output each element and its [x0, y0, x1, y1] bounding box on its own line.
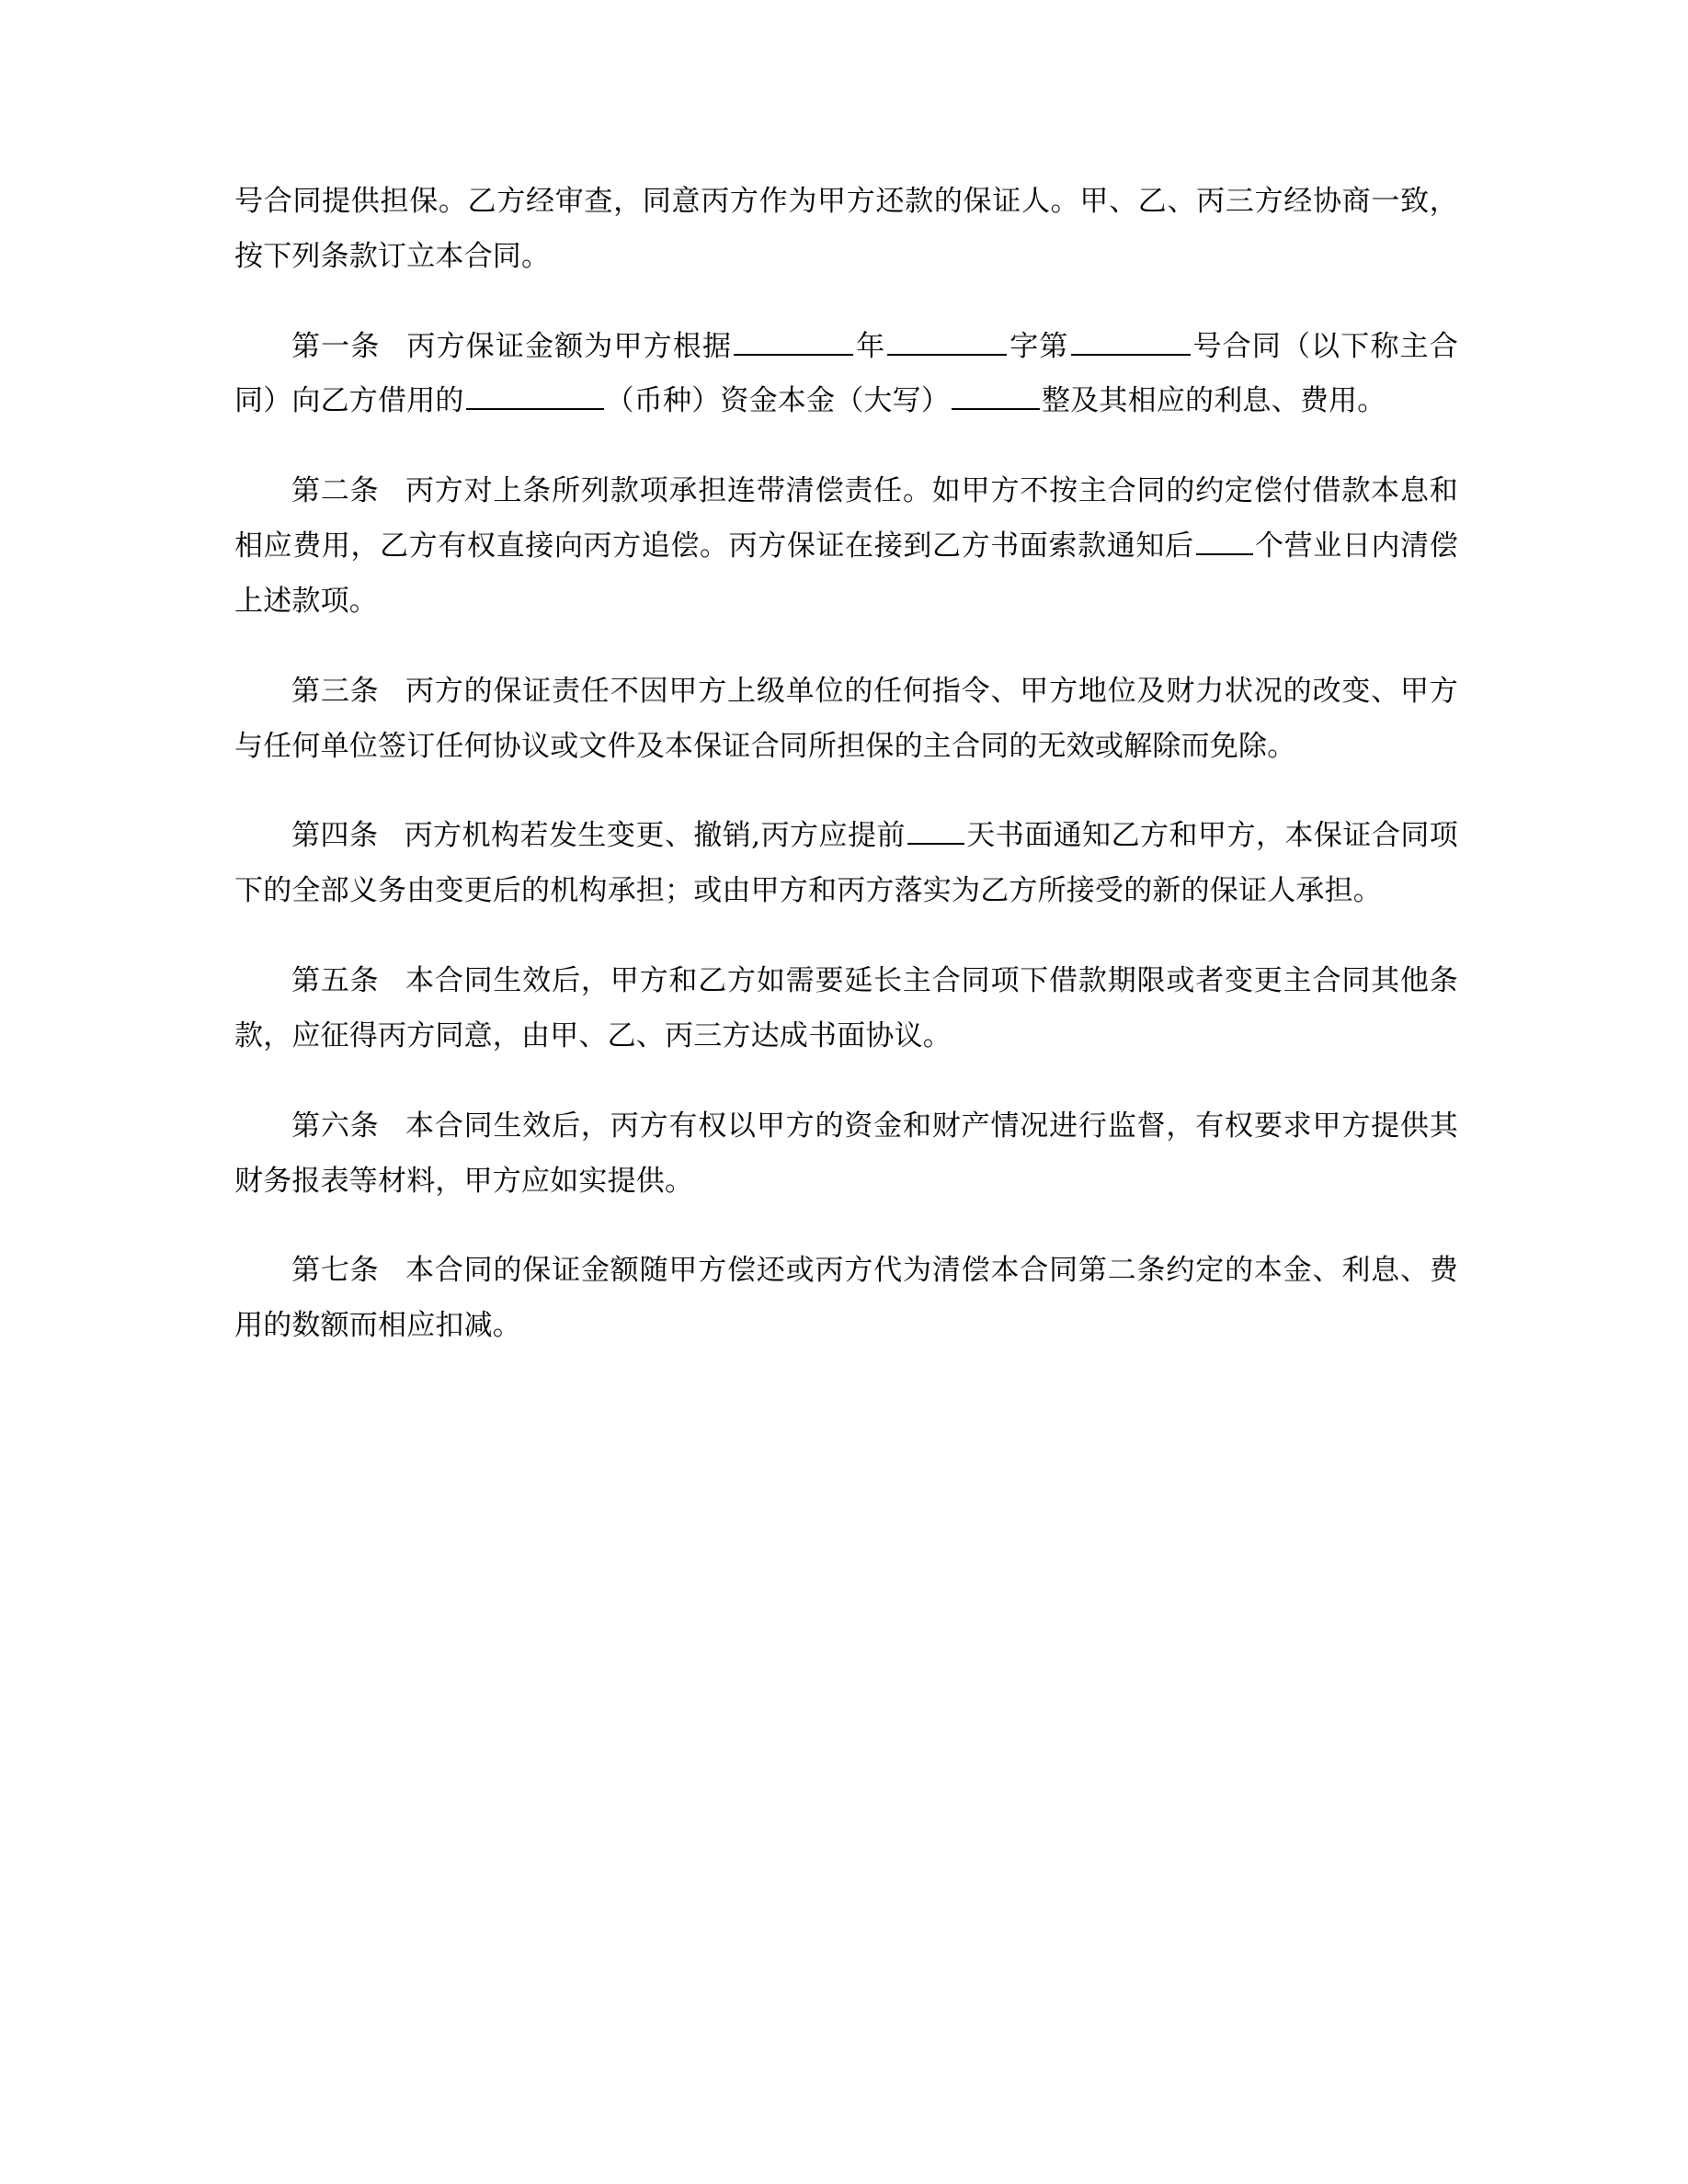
clause-4-text-b: 天书面通知乙方和甲方，本保证合同项下的全部义务由变更后的机构承担；或由甲方和丙方落实为乙方所接受的新的保证人承担。 [234, 819, 1458, 908]
clause-3-label: 第三条 [291, 674, 380, 708]
clause-5 [234, 954, 1458, 1064]
clause-1-label: 第一条 [291, 329, 381, 363]
clause-1-text-a: 丙方保证金额为甲方根据 [405, 329, 733, 363]
clause-3-text: 丙方的保证责任不因甲方上级单位的任何指令、甲方地位及财力状况的改变、甲方与任何单位签订任何协议或文件及本保证合同所担保的主合同的无效或解除而免除。 [234, 674, 1458, 763]
clause-4-blank-days[interactable] [907, 812, 964, 845]
clause-5-text: 本合同生效后，甲方和乙方如需要延长主合同项下借款期限或者变更主合同其他条款，应征得丙方同意，由甲、乙、丙三方达成书面协议。 [234, 964, 1458, 1052]
clause-4-text-a: 丙方机构若发生变更、撤销,丙方应提前 [404, 819, 906, 853]
clause-2-text-b: 个营业日内清偿上述款项。 [234, 529, 1458, 618]
clause-1-blank-amount[interactable] [952, 377, 1040, 410]
clause-4 [234, 809, 1458, 919]
clause-4-label: 第四条 [291, 819, 379, 853]
clause-2-blank-days[interactable] [1196, 522, 1253, 555]
clause-2-text-a: 丙方对上条所列款项承担连带清偿责任。如甲方不按主合同的约定偿付借款本息和相应费用，乙方有权直接向丙方追偿。丙方保证在接到乙方书面索款通知后 [234, 474, 1458, 563]
clause-3 [234, 665, 1458, 775]
clause-7-text: 本合同的保证金额随甲方偿还或丙方代为清偿本合同第二条约定的本金、利息、费用的数额而相应扣减。 [234, 1254, 1458, 1343]
clause-1-text-d: 号合同（以下称主合同）向乙方借用的 [234, 329, 1458, 418]
intro-paragraph [234, 175, 1458, 285]
clause-1-blank-currency[interactable] [466, 377, 604, 410]
clause-1-text-f: 整及其相应的利息、费用。 [1042, 384, 1386, 418]
clause-1-text-e: （币种）资金本金（大写） [605, 384, 951, 418]
clause-1-text-b: 年 [855, 329, 886, 363]
clause-2-label: 第二条 [291, 474, 380, 508]
clause-6-label: 第六条 [291, 1109, 380, 1143]
intro-text: 号合同提供担保。乙方经审查，同意丙方作为甲方还款的保证人。甲、乙、丙三方经协商一致，按下列条款订立本合同。 [234, 185, 1458, 273]
clause-1-text-c: 字第 [1009, 329, 1069, 363]
clause-5-label: 第五条 [291, 964, 380, 998]
clause-1 [234, 320, 1458, 430]
clause-6-text: 本合同生效后，丙方有权以甲方的资金和财产情况进行监督，有权要求甲方提供其财务报表等材料，甲方应如实提供。 [234, 1109, 1458, 1198]
clause-6 [234, 1099, 1458, 1210]
clause-1-blank-number[interactable] [1071, 323, 1191, 356]
document-body [234, 175, 1458, 1354]
clause-1-blank-year[interactable] [734, 323, 853, 356]
clause-1-blank-word[interactable] [887, 323, 1007, 356]
clause-2 [234, 464, 1458, 629]
clause-7 [234, 1244, 1458, 1354]
clause-7-label: 第七条 [291, 1254, 380, 1288]
